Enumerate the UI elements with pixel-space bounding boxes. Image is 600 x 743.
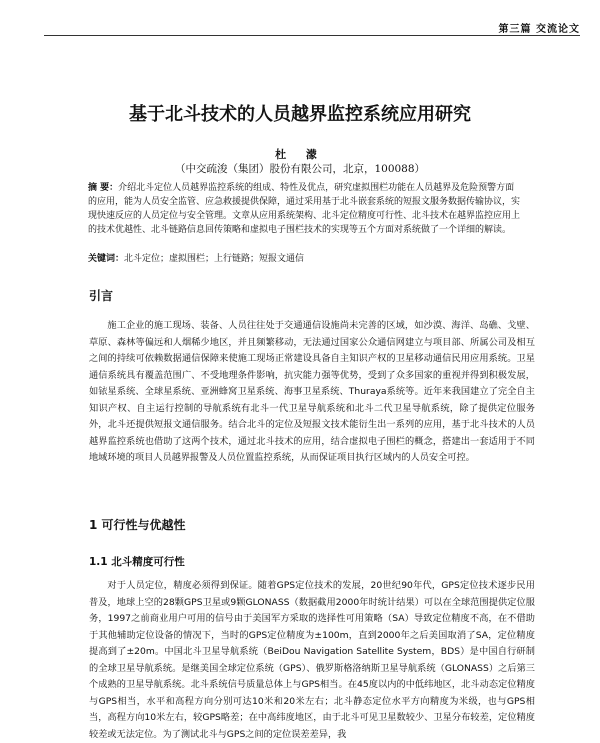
header-rule [44,35,580,36]
paper-affiliation: （中交疏浚（集团）股份有限公司，北京，100088） [174,163,426,175]
section-1-1-heading: 1.1 北斗精度可行性 [89,556,185,568]
running-header-section: 第三篇 交流论文 [498,24,580,35]
keywords-label: 关键词： [88,254,125,264]
running-header [0,0,600,40]
paper-title: 基于北斗技术的人员越界监控系统应用研究 [129,104,471,125]
intro-paragraph: 施工企业的施工现场、装备、人员往往处于交通通信设施尚未完善的区域，如沙漠、海洋、岛礁、戈壁、草原、森林等偏远和人烟稀少地区，并且频繁移动，无法通过国家公众通信网建立与项目部、所属公司及相互之间的持续可依赖数据通信保障来使施工现场正常建设具备自主知识产权的卫星移动通信民用应用系统。卫星通信系统具有覆盖范围广、不受地理条件影响，抗灾能力强等优势，受到了众多国家的重视并得到积极发展，如铱星系统、全球星系统、亚洲蜂窝卫星系统、海事卫星系统、Thuraya系统等。近年来我国建立了完全自主知识产权、自主运行控制的导航系统有北斗一代卫星导航系统和北斗二代卫星导航系统，除了提供定位服务外，北斗还提供短报文通信服务。结合北斗的定位及短报文技术能衍生出一系列的应用，基于北斗技术的人员越界监控系统也借助了这两个技术，通过北斗技术的应用，结合虚拟电子围栏的概念，搭建出一套适用于不同地域环境的项目人员越界报警及人员位置监控系统，从而保证项目执行区域内的人员安全可控。 [89,320,535,463]
section-1-heading: 1 可行性与优越性 [89,518,186,532]
intro-heading: 引言 [89,289,114,303]
section-1-1-paragraph: 对于人员定位，精度必须得到保证。随着GPS定位技术的发展，20世纪90年代，GPS定位技术逐步民用普及，地球上空的28颗GPS卫星或9颗GLONASS（数据截用2000年时统计结果）可以在全球范围提供定位服务，1997之前商业用户可用的信号由于美国军方采取的选择性可用策略（SA）导致定位精度不高，在不借助于其他辅助定位设备的情况下，当时的GPS定位精度为±100m，直到2000年之后美国取消了SA，定位精度提高到了±20m。中国北斗卫星导航系统（BeiDou Navigation Satellite System，BDS）是中国自行研制的全球卫星导航系统。是继美国全球定位系统（GPS）、俄罗斯格洛纳斯卫星导航系统（GLONASS）之后第三个成熟的卫星导航系统。北斗系统信号质量总体上与GPS相当。在45度以内的中低纬地区，北斗动态定位精度与GPS相当，水平和高程方向分别可达10米和20米左右；北斗静态定位水平方向精度为米级，也与GPS相当，高程方向10米左右，较GPS略差；在中高纬度地区，由于北斗可见卫星数较少、卫星分布较差，定位精度较差或无法定位。为了测试北斗与GPS之间的定位误差差异，我 [89,580,535,740]
abstract-label: 摘 要： [88,183,119,193]
abstract [88,181,520,237]
paper-author: 杜 濛 [275,148,325,161]
abstract-text: 介绍北斗定位人员越界监控系统的组成、特性及优点，研究虚拟围栏功能在人员越界及危险预警方面的应用，能为人员安全监管、应急救援提供保障，通过采用基于北斗嵌套系统的短报文服务数据传输协议，实现快速反应的人员定位与安全管理。文章从应用系统架构、北斗定位精度可行性、北斗技术在越界监控应用上的技术优越性、北斗链路信息回传策略和虚拟电子围栏技术的实现等五个方面对系统做了一个详细的解读。 [88,183,521,235]
keywords [88,251,520,264]
keywords-text: 北斗定位；虚拟围栏；上行链路；短报文通信 [124,254,305,264]
